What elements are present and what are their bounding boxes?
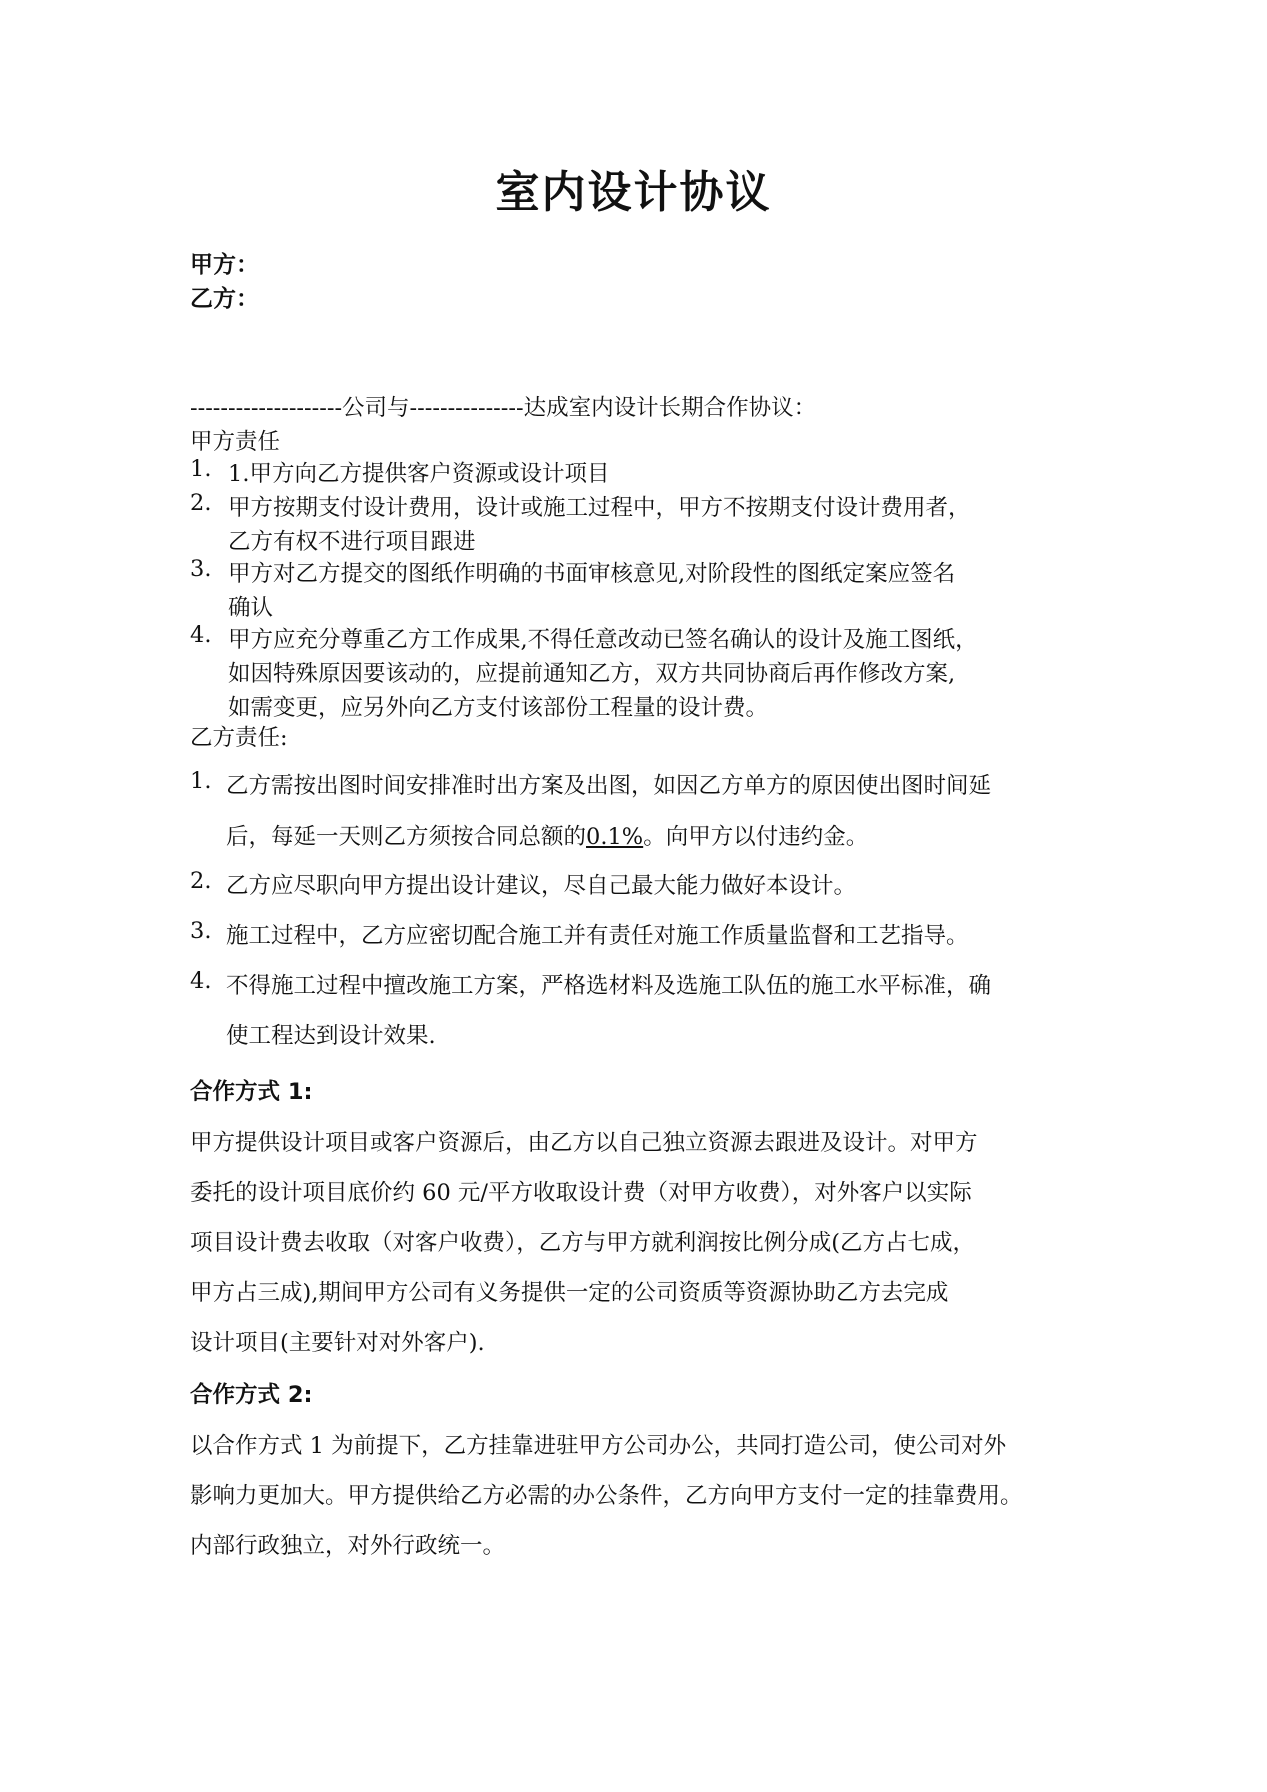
item-text: 施工过程中，乙方应密切配合施工并有责任对施工作质量监督和工艺指导。 xyxy=(226,923,969,949)
mode-2-text: 以合作方式 1 为前提下，乙方挂靠进驻甲方公司办公，共同打造公司，使公司对外 xyxy=(190,1433,1007,1459)
mode-1-text: 甲方提供设计项目或客户资源后，由乙方以自己独立资源去跟进及设计。对甲方 xyxy=(190,1130,978,1156)
agreement-intro: --------------------公司与---------------达成室内设计长期合作协议： xyxy=(190,395,817,421)
item-number: 4. xyxy=(190,622,212,648)
item-text: 甲方按期支付设计费用，设计或施工过程中，甲方不按期支付设计费用者， xyxy=(228,495,971,521)
party-b-label: 乙方： xyxy=(190,286,259,312)
party-b-item-1 xyxy=(190,768,992,850)
item-text: 乙方需按出图时间安排准时出方案及出图，如因乙方单方的原因使出图时间延 xyxy=(226,773,992,799)
party-b-responsibility-heading: 乙方责任: xyxy=(190,725,288,751)
item-number: 3. xyxy=(190,918,212,944)
item-text: 1.甲方向乙方提供客户资源或设计项目 xyxy=(228,461,610,487)
mode-1-text: 设计项目(主要针对对外客户). xyxy=(190,1330,485,1356)
document-title: 室内设计协议 xyxy=(495,167,772,218)
penalty-rate: 0.1% xyxy=(586,824,644,850)
cooperation-mode-2-heading: 合作方式 2: xyxy=(190,1382,313,1408)
item-text: 。向甲方以付违约金。 xyxy=(643,824,869,850)
party-a-responsibility-heading: 甲方责任 xyxy=(190,429,281,455)
item-text: 乙方应尽职向甲方提出设计建议，尽自己最大能力做好本设计。 xyxy=(226,873,857,899)
party-b-item-4 xyxy=(190,968,992,1049)
item-number: 4. xyxy=(190,968,212,994)
mode-1-text: 甲方占三成),期间甲方公司有义务提供一定的公司资质等资源协助乙方去完成 xyxy=(190,1280,949,1306)
party-a-item-2 xyxy=(190,490,971,555)
mode-1-text: 项目设计费去收取（对客户收费），乙方与甲方就利润按比例分成(乙方占七成， xyxy=(190,1230,976,1256)
item-text: 如需变更，应另外向乙方支付该部份工程量的设计费。 xyxy=(228,695,769,721)
item-text: 甲方对乙方提交的图纸作明确的书面审核意见,对阶段性的图纸定案应签名 xyxy=(228,561,956,587)
party-a-item-3 xyxy=(190,556,956,621)
item-number: 1. xyxy=(190,768,212,794)
item-text: 甲方应充分尊重乙方工作成果,不得任意改动已签名确认的设计及施工图纸， xyxy=(228,627,978,653)
cooperation-mode-1-heading: 合作方式 1: xyxy=(190,1079,313,1105)
party-b-item-3 xyxy=(190,918,969,949)
item-number: 1. xyxy=(190,456,212,482)
item-text: 后，每延一天则乙方须按合同总额的 xyxy=(226,824,587,850)
item-text: 确认 xyxy=(228,595,274,621)
item-number: 3. xyxy=(190,556,212,582)
party-a-item-1 xyxy=(190,456,610,487)
item-text: 乙方有权不进行项目跟进 xyxy=(228,529,476,555)
item-text: 如因特殊原因要该动的，应提前通知乙方，双方共同协商后再作修改方案, xyxy=(228,661,956,687)
item-number: 2. xyxy=(190,868,212,894)
mode-2-text: 内部行政独立，对外行政统一。 xyxy=(190,1533,506,1559)
item-text: 使工程达到设计效果. xyxy=(226,1023,436,1049)
item-text-line-2 xyxy=(226,819,868,851)
item-text: 不得施工过程中擅改施工方案，严格选材料及选施工队伍的施工水平标准，确 xyxy=(226,973,992,999)
party-a-label: 甲方： xyxy=(190,252,259,278)
party-a-item-4 xyxy=(190,622,978,721)
mode-1-text: 委托的设计项目底价约 60 元/平方收取设计费（对甲方收费），对外客户以实际 xyxy=(190,1180,972,1206)
mode-2-text: 影响力更加大。甲方提供给乙方必需的办公条件，乙方向甲方支付一定的挂靠费用。 xyxy=(190,1483,1023,1509)
item-number: 2. xyxy=(190,490,212,516)
party-b-item-2 xyxy=(190,868,857,899)
